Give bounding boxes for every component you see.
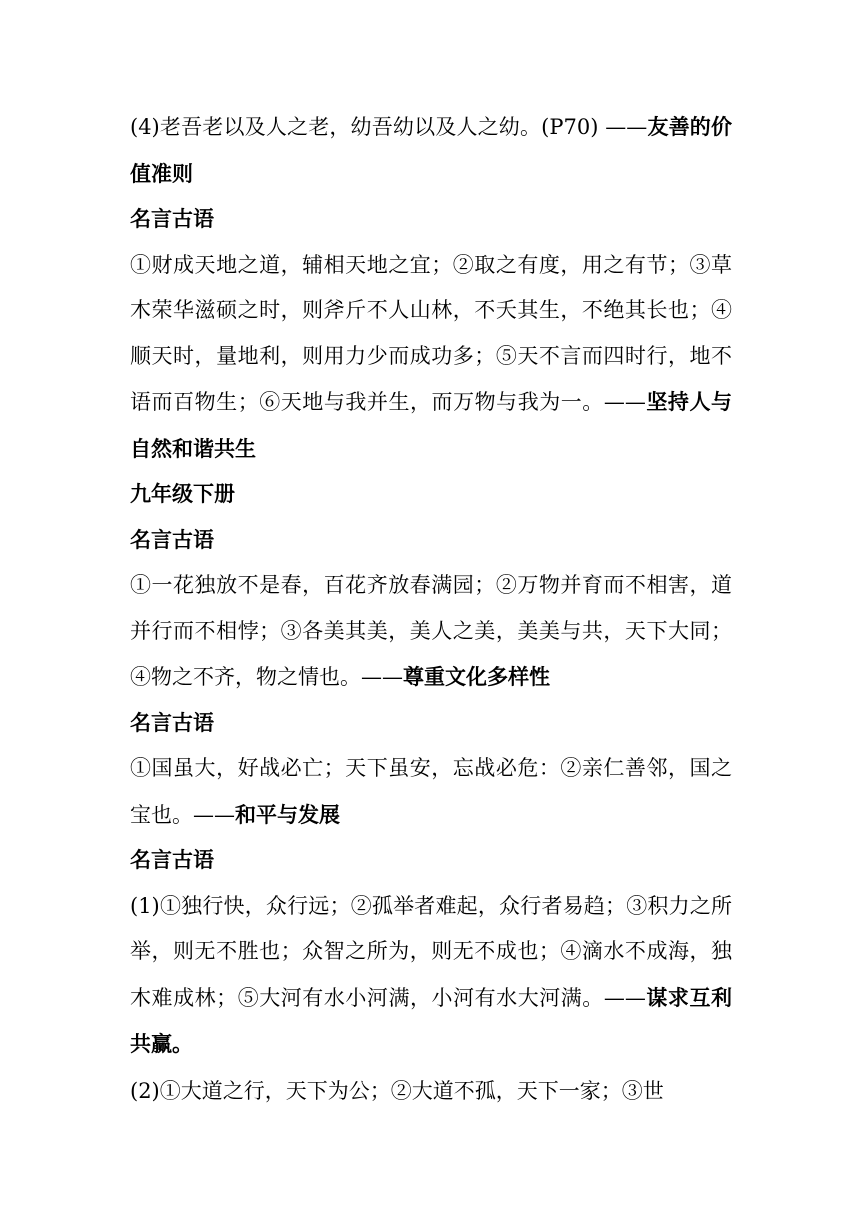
quote-theme: 谋求互利共赢。 — [130, 984, 733, 1056]
quote-theme: 尊重文化多样性 — [403, 664, 550, 689]
grade-heading-jiu-nian-ji-xia-ce: 九年级下册 — [130, 482, 235, 506]
quote-text: (1)①独行快，众行远；②孤举者难起，众行者易趋；③积力之所举，则无不胜也；众智之所为，则无不成也；④滴水不成海，独木难成林；⑤大河有水小河满，小河有水大河满。—— — [130, 893, 732, 1010]
quote-text: ①国虽大，好战必亡；天下虽安，忘战必危：②亲仁善邻，国之宝也。—— — [130, 756, 732, 827]
quote-paragraph-mutual-benefit — [130, 884, 732, 1068]
document-page — [130, 104, 732, 1114]
section-heading-ming-yan-gu-yu-3: 名言古语 — [130, 710, 214, 735]
quote-text: (4)老吾老以及人之老，幼吾幼以及人之幼。(P70) —— — [130, 115, 648, 139]
quote-text: ①一花独放不是春，百花齐放春满园；②万物并育而不相害，道并行而不相悖；③各美其美，美人之美，美美与共，天下大同；④物之不齐，物之情也。—— — [130, 573, 732, 689]
quote-paragraph-lao-wu-lao — [130, 104, 732, 197]
quote-paragraph-harmony-nature — [130, 243, 732, 473]
section-heading-ming-yan-gu-yu-4: 名言古语 — [130, 848, 214, 872]
quote-paragraph-da-dao — [130, 1068, 732, 1115]
quote-text: ①财成天地之道，辅相天地之宜；②取之有度，用之有节；③草木荣华滋硕之时，则斧斤不人山林，不夭其生，不绝其长也；④顺天时，量地利，则用力少而成功多；⑤天不言而四时行，地不语而百物生；⑥天地与我并生，而万物与我为一。—— — [130, 252, 732, 414]
quote-text: (2)①大道之行，天下为公；②大道不孤，天下一家；③世 — [130, 1078, 664, 1103]
quote-theme: 友善的价值准则 — [130, 114, 732, 186]
quote-theme: 和平与发展 — [235, 801, 340, 827]
quote-paragraph-peace-development — [130, 746, 732, 838]
section-heading-ming-yan-gu-yu-2: 名言古语 — [130, 527, 214, 552]
quote-theme: 坚持人与自然和谐共生 — [130, 389, 733, 461]
quote-paragraph-cultural-diversity — [130, 563, 732, 701]
section-heading-ming-yan-gu-yu-1: 名言古语 — [130, 207, 214, 231]
